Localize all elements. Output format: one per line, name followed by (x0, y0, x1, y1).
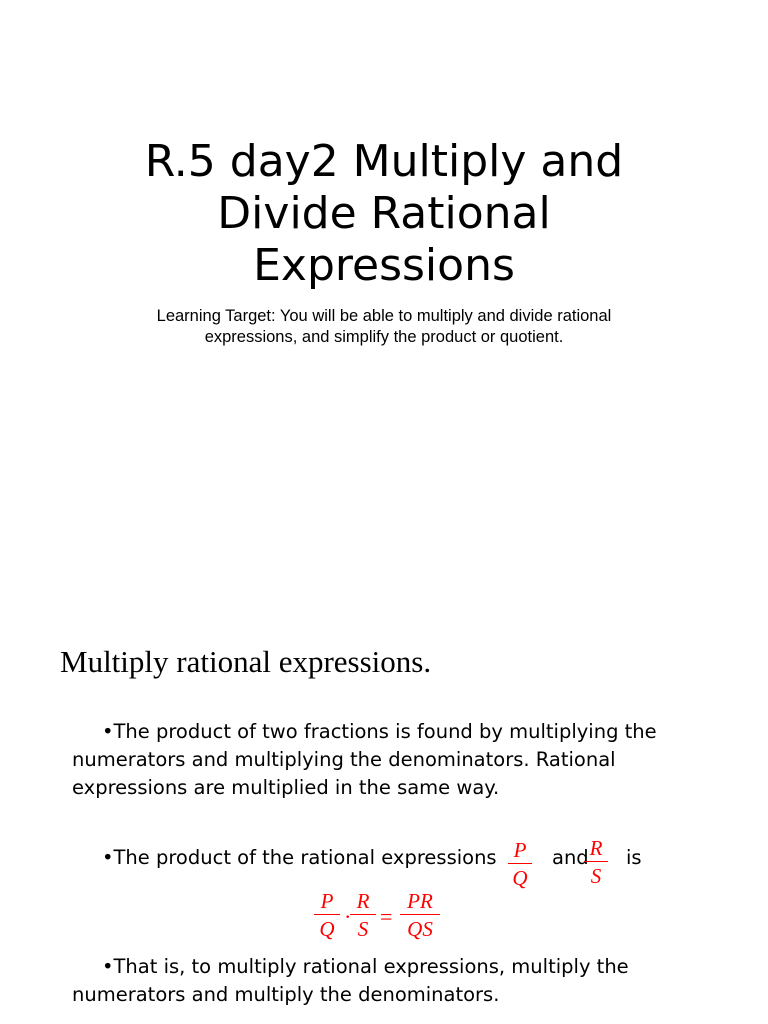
fraction-denominator: S (357, 917, 369, 941)
bullet-2-is: is (626, 846, 642, 869)
title-line-1: R.5 day2 Multiply and (144, 136, 624, 187)
bullet-3-text: •That is, to multiply rational expressions, multiply the numerators and multiply the denominators. (72, 955, 629, 1006)
slide-title (60, 136, 708, 292)
fraction-bar (584, 861, 608, 862)
fraction-bar (314, 914, 340, 915)
slide-heading: Multiply rational expressions. (60, 644, 432, 679)
fraction-bar (400, 914, 440, 915)
learning-target (90, 306, 678, 348)
fraction-denominator: Q (319, 917, 335, 941)
title-line-2: Divide Rational (217, 188, 551, 239)
fraction-numerator: R (356, 889, 370, 913)
bullet-1-text: •The product of two fractions is found by multiplying the numerators and multiplying the denominators. Rational expressions are multiplied in the same way. (72, 720, 657, 799)
equation-fraction-p-over-q (314, 890, 340, 940)
bullet-2-and: and (552, 846, 589, 869)
fraction-bar (508, 863, 532, 864)
bullet-multiply-rule (72, 953, 712, 1009)
fraction-numerator: R (589, 836, 603, 860)
equation-fraction-r-over-s (350, 890, 376, 940)
title-line-3: Expressions (253, 240, 515, 291)
bullet-2-text: •The product of the rational expressions (102, 846, 497, 869)
fraction-denominator: Q (512, 866, 528, 890)
multiplication-dot: · (344, 904, 352, 929)
fraction-r-over-s (584, 837, 608, 887)
equation-fraction-pr-over-qs (400, 890, 440, 940)
fraction-denominator: S (590, 864, 602, 888)
learning-target-line-2: expressions, and simplify the product or quotient. (204, 328, 564, 346)
fraction-denominator: QS (407, 917, 433, 941)
bullet-product-fractions (72, 718, 712, 802)
fraction-p-over-q (508, 839, 532, 889)
fraction-numerator: P (513, 838, 527, 862)
slide-2 (0, 512, 768, 1024)
fraction-numerator: P (320, 889, 334, 913)
fraction-numerator: PR (407, 889, 433, 913)
equals-sign: = (380, 904, 393, 929)
learning-target-line-1: Learning Target: You will be able to multiply and divide rational (156, 307, 612, 325)
fraction-bar (350, 914, 376, 915)
